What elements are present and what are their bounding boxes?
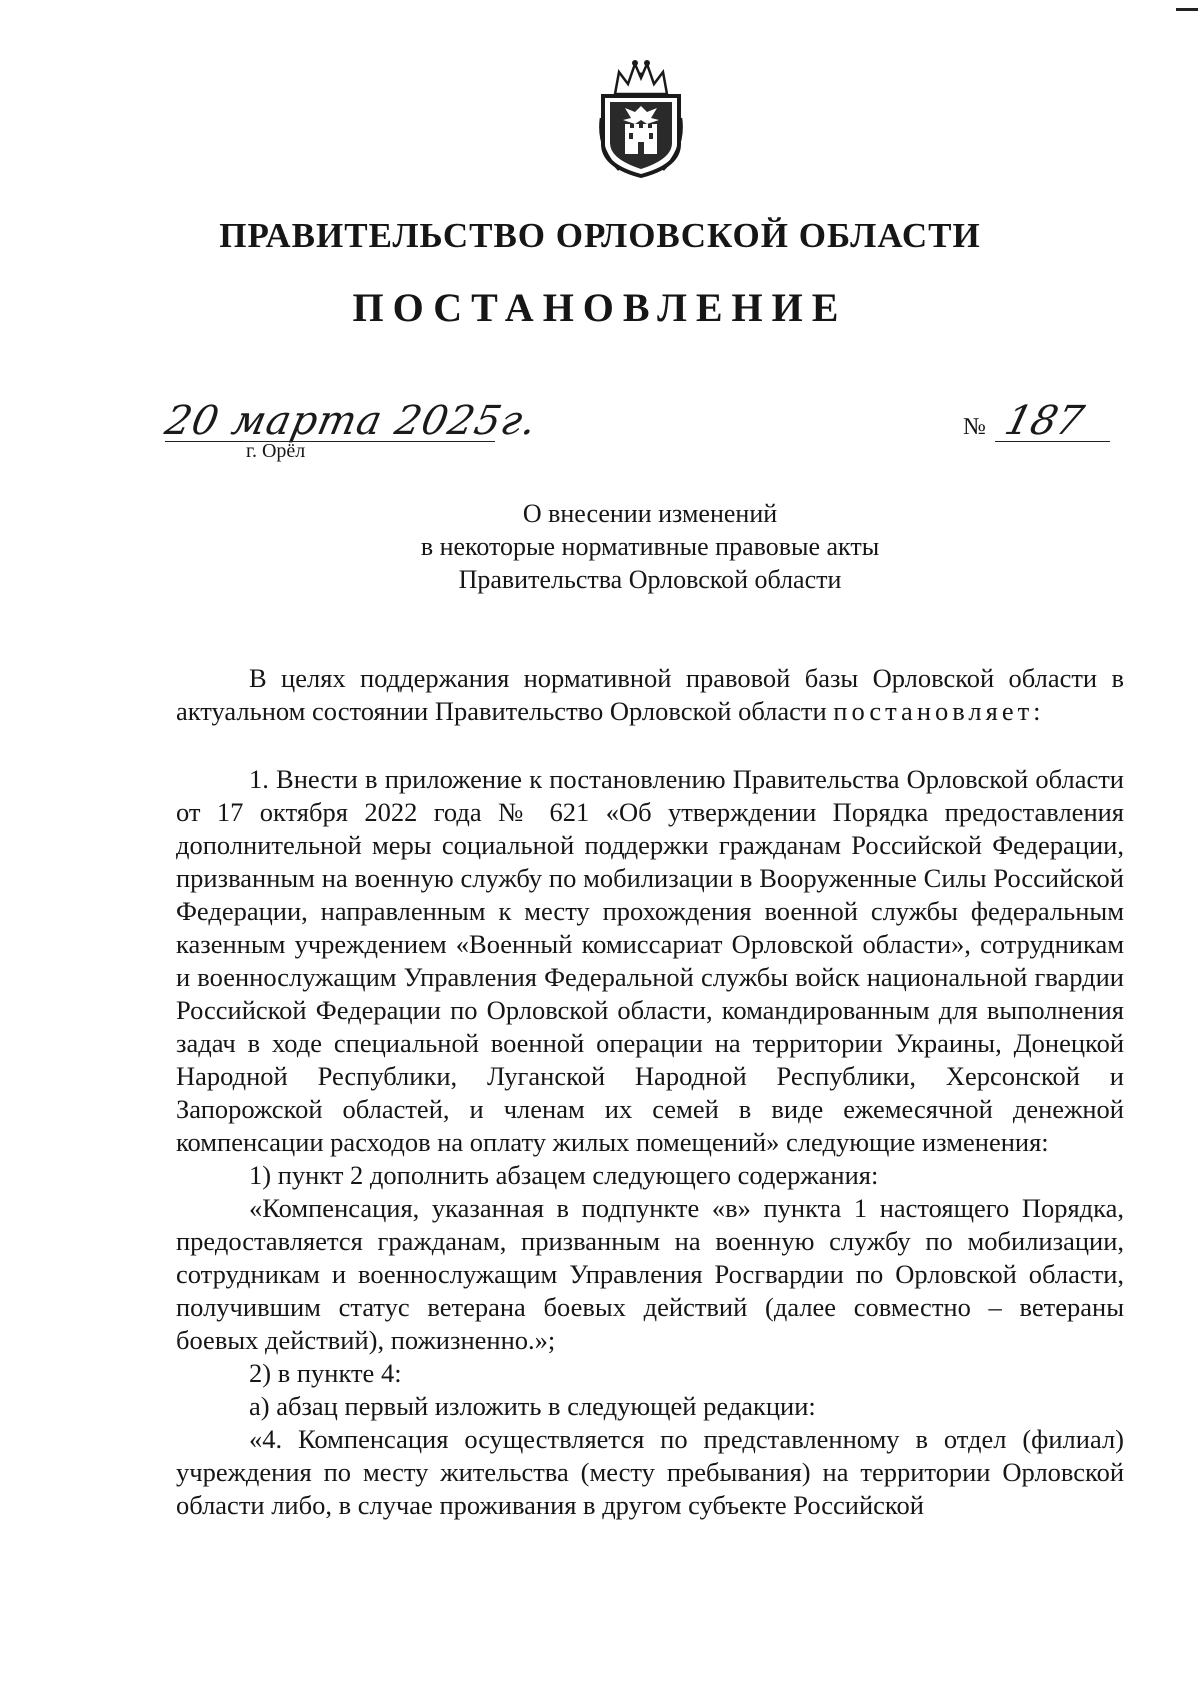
body-paragraph: 2) в пункте 4: — [249, 1358, 402, 1388]
city-label: г. Орёл — [246, 440, 306, 462]
handwritten-date: 20 марта 2025г. — [161, 398, 542, 444]
orel-oblast-coat-of-arms-icon — [595, 58, 687, 180]
handwritten-number: 187 — [1000, 398, 1089, 444]
body-paragraph: а) абзац первый изложить в следующей редакции: — [249, 1391, 816, 1421]
preamble-text: В целях поддержания нормативной правовой базы Орловской области в актуальном состоянии Правительство Орловской области — [176, 663, 1124, 726]
government-title: ПРАВИТЕЛЬСТВО ОРЛОВСКОЙ ОБЛАСТИ — [219, 216, 981, 255]
preamble-verb: постановляет: — [833, 696, 1045, 726]
subject-line: О внесении изменений — [522, 499, 778, 528]
document-subject — [300, 497, 1000, 596]
preamble-paragraph — [176, 662, 1124, 728]
subject-line: в некоторые нормативные правовые акты — [420, 532, 880, 561]
body-paragraph: 1. Внести в приложение к постановлению Правительства Орловской области от 17 октября 2022 года № 621 «Об утверждении Порядка предоставления дополнительной меры социальной поддержки гражданам Российской Федерации, призванным на военную службу по мобилизации в Вооруженные Силы Российской Федерации, направленным к месту прохождения военной службы федеральным казенным учреждением «Военный комиссариат Орловской области», сотрудникам и военнослужащим Управления Федеральной службы войск национальной гвардии Российской Федерации по Орловской области, командированным для выполнения задач в ходе специальной военной операции на территории Украины, Донецкой Народной Республики, Луганской Народной Республики, Херсонской и Запорожской областей, и членам их семей в виде ежемесячной денежной компенсации расходов на оплату жилых помещений» следующие изменения: — [176, 764, 1124, 1157]
document-body — [176, 662, 1124, 1522]
scan-edge-mark — [1176, 8, 1198, 11]
body-paragraph: «Компенсация, указанная в подпункте «в» пункта 1 настоящего Порядка, предоставляется гражданам, призванным на военную службу по мобилизации, сотрудникам и военнослужащим Управления Росгвардии по Орловской области, получившим статус ветерана боевых действий (далее совместно – ветераны боевых действий), пожизненно.»; — [176, 1193, 1124, 1355]
document-type-title: ПОСТАНОВЛЕНИЕ — [352, 285, 848, 330]
body-paragraph: 1) пункт 2 дополнить абзацем следующего содержания: — [249, 1160, 879, 1190]
number-underline — [995, 441, 1110, 442]
body-paragraph: «4. Компенсация осуществляется по представленному в отдел (филиал) учреждения по месту жительства (месту пребывания) на территории Орловской области либо, в случае проживания в другом субъекте Российской — [176, 1424, 1124, 1520]
subject-line: Правительства Орловской области — [458, 565, 842, 594]
number-label: № — [963, 414, 986, 440]
